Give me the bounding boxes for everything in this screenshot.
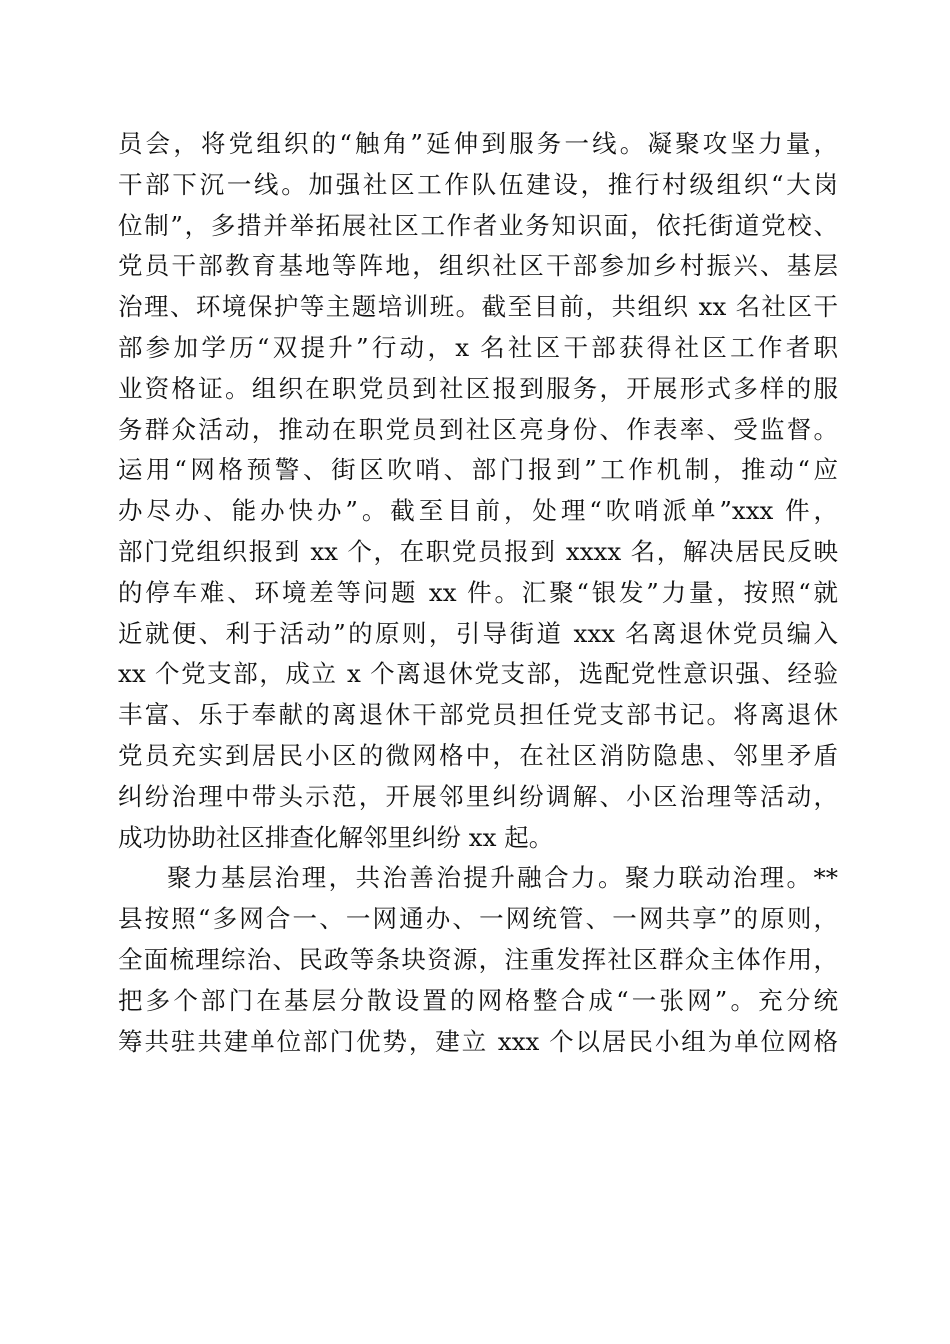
text-line: 把多个部门在基层分散设置的网格整合成“一张网”。充分统	[118, 985, 838, 1015]
text-line: 干部下沉一线。加强社区工作队伍建设，推行村级组织“大岗	[118, 169, 838, 199]
text-line: 全面梳理综治、民政等条块资源，注重发挥社区群众主体作用，	[118, 944, 838, 974]
text-line: 党员干部教育基地等阵地，组织社区干部参加乡村振兴、基层	[118, 251, 838, 281]
body-text	[118, 124, 838, 1062]
text-line: 员会，将党组织的“触角”延伸到服务一线。凝聚攻坚力量，	[118, 129, 838, 158]
text-line: 近就便、利于活动”的原则，引导街道 xxx 名离退休党员编入	[118, 618, 838, 648]
text-line: 业资格证。组织在职党员到社区报到服务，开展形式多样的服	[118, 373, 838, 403]
text-line: 县按照“多网合一、一网通办、一网统管、一网共享”的原则，	[118, 904, 838, 934]
text-line: 治理、环境保护等主题培训班。截至目前，共组织 xx 名社区干	[118, 292, 838, 322]
text-line: 运用“网格预警、街区吹哨、部门报到”工作机制，推动“应	[118, 455, 838, 485]
text-line: 部门党组织报到 xx 个，在职党员报到 xxxx 名，解决居民反映	[118, 536, 838, 566]
paragraph-start-line: 聚力基层治理，共治善治提升融合力。聚力联动治理。**	[167, 863, 838, 893]
text-line: 的停车难、环境差等问题 xx 件。汇聚“银发”力量，按照“就	[118, 577, 838, 607]
text-line: 办尽办、能办快办”。截至目前，处理“吹哨派单”xxx 件，	[118, 496, 838, 526]
text-line: 纠纷治理中带头示范，开展邻里纠纷调解、小区治理等活动，	[118, 781, 838, 811]
text-line: 党员充实到居民小区的微网格中，在社区消防隐患、邻里矛盾	[118, 740, 838, 770]
text-line: 部参加学历“双提升”行动，x 名社区干部获得社区工作者职	[118, 332, 838, 362]
text-line: 务群众活动，推动在职党员到社区亮身份、作表率、受监督。	[118, 414, 838, 444]
paragraph-end-line: 成功协助社区排查化解邻里纠纷 xx 起。	[118, 822, 554, 852]
text-line: 筹共驻共建单位部门优势，建立 xxx 个以居民小组为单位网格	[118, 1026, 838, 1056]
text-line: 丰富、乐于奉献的离退休干部党员担任党支部书记。将离退休	[118, 700, 838, 730]
text-line: xx 个党支部，成立 x 个离退休党支部，选配党性意识强、经验	[118, 659, 838, 689]
text-line: 位制”，多措并举拓展社区工作者业务知识面，依托街道党校、	[118, 210, 838, 240]
